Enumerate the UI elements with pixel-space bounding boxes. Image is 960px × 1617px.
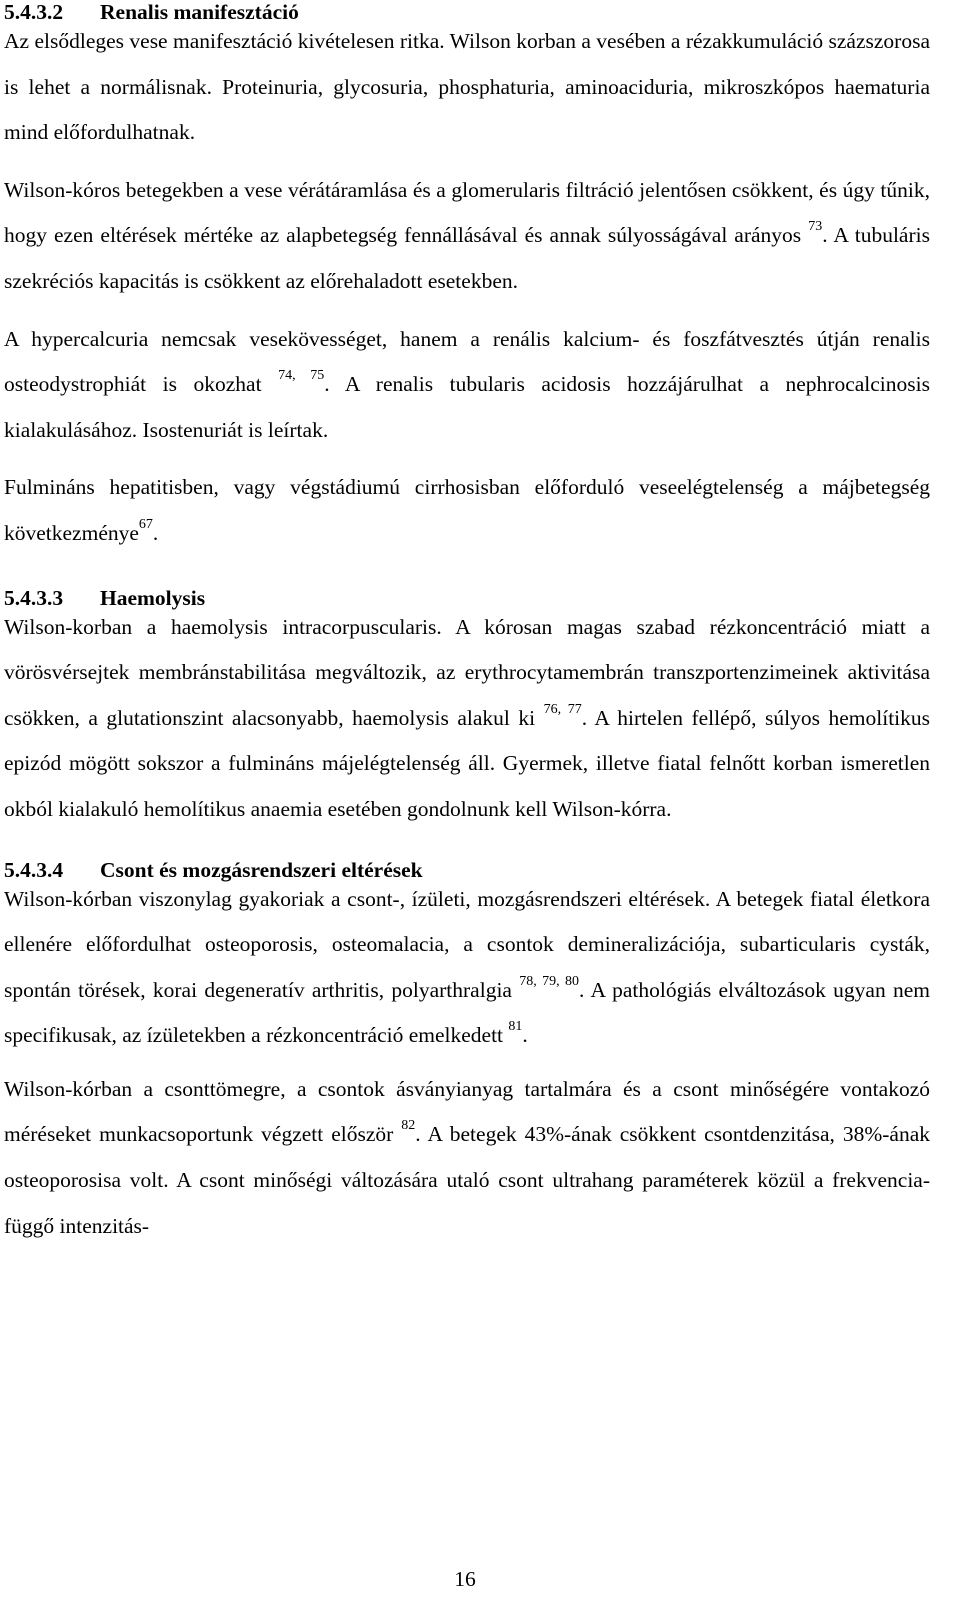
citation-superscript: 81 — [508, 1019, 523, 1035]
citation-superscript: 67 — [138, 516, 153, 532]
citation-superscript: 76, 77 — [543, 701, 582, 717]
paragraph: Wilson-korban a haemolysis intracorpuscularis. A kórosan magas szabad rézkoncentráció miatt a vörösvérsejtek membránstabilitása megváltozik, az erythrocytamembrán transzportenzimeinek aktivitása csökken, a glutationszint alacsonyabb, haemolysis alakul ki $^{76, 77}$. A hirtelen fellépő, súlyos hemolítikus epizód mögött sokszor a fulmináns májelégtelenség áll. Gyermek, illetve fiatal felnőtt korban ismeretlen okból kialakuló hemolítikus anaemia esetében gondolnunk kell Wilson-kórra. — [4, 614, 931, 821]
paragraph: Az elsődleges vese manifesztáció kivételesen ritka. Wilson korban a vesében a rézakkumuláció százszorosa is lehet a normálisnak. Proteinuria, glycosuria, phosphaturia, aminoaciduria, mikroszkópos haematuria mind előfordulhatnak. — [4, 29, 930, 145]
page-content — [4, 0, 930, 1249]
section-number: 5.4.3.4 — [4, 857, 64, 882]
paragraph: Wilson-kórban viszonylag gyakoriak a csont-, ízületi, mozgásrendszeri eltérések. A betegek fiatal életkora ellenére előfordulhat osteoporosis, osteomalacia, a csontok demineralizációja, subarticularis cysták, spontán törések, korai degeneratív arthritis, polyarthralgia $^{78, 79, 80}$. A pathológiás elváltozások ugyan nem specifikusak, az ízületekben a rézkoncentráció emelkedett $^{81}$. — [4, 886, 931, 1048]
citation-superscript: 82 — [401, 1118, 416, 1134]
paragraph: Wilson-kórban a csonttömegre, a csontok ásványianyag tartalmára és a csont minőségére vontakozó méréseket munkacsoportunk végzett először $^{82}$. A betegek 43%-ának csökkent csontdenzitása, 38%-ának osteoporosisa volt. A csont minőségi változására utaló csont ultrahang paraméterek közül a frekvencia-függő intenzitás- — [4, 1076, 930, 1238]
section-number: 5.4.3.3 — [4, 585, 64, 610]
section-title: Renalis manifesztáció — [100, 0, 299, 24]
section-title: Haemolysis — [100, 585, 206, 610]
paragraph: Fulmináns hepatitisben, vagy végstádiumú cirrhosisban előforduló veseelégtelenség a májbetegség következménye$^{67}$. — [4, 475, 930, 545]
citation-superscript: 78, 79, 80 — [519, 973, 580, 989]
section-title: Csont és mozgásrendszeri eltérések — [100, 857, 423, 882]
citation-superscript: 74, 75 — [278, 368, 325, 384]
page-number: 16 — [454, 1567, 476, 1591]
paragraph: A hypercalcuria nemcsak vesekövességet, hanem a renális kalcium- és foszfátvesztés útján renalis osteodystrophiát is okozhat $^{74, 75}$. A renalis tubularis acidosis hozzájárulhat a nephrocalcinosis kialakulásához. Isostenuriát is leírtak. — [4, 326, 930, 442]
paragraph: Wilson-kóros betegekben a vese vérátáramlása és a glomerularis filtráció jelentősen csökkent, és úgy tűnik, hogy ezen eltérések mértéke az alapbetegség fennállásával és annak súlyosságával arányos $^{73}$. A tubuláris szekréciós kapacitás is csökkent az előrehaladott esetekben. — [4, 177, 930, 293]
section-number: 5.4.3.2 — [4, 0, 64, 24]
citation-superscript: 73 — [808, 219, 823, 235]
